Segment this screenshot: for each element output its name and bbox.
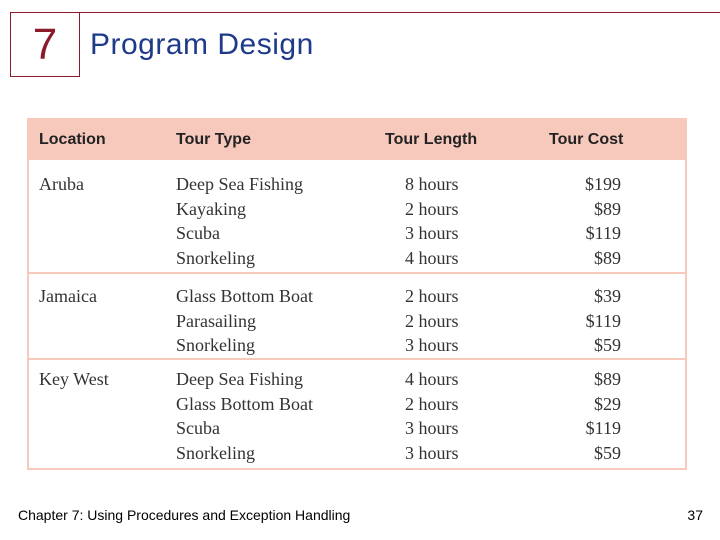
tour-type-cell: Scuba — [176, 418, 220, 438]
tour-length-cell: 2 hours — [405, 286, 459, 306]
header-tour-type: Tour Type — [176, 131, 251, 148]
tour-type-cell: Snorkeling — [176, 335, 255, 355]
tour-cost-cell: $39 — [594, 286, 621, 306]
tour-length-cell: 8 hours — [405, 174, 459, 194]
tour-length-cell: 3 hours — [405, 418, 459, 438]
tour-cost-cell: $89 — [594, 369, 621, 389]
table-row — [29, 172, 685, 197]
header-tour-cost: Tour Cost — [549, 131, 624, 148]
tour-cost-cell: $119 — [585, 223, 621, 243]
location-cell: Key West — [39, 369, 109, 389]
chapter-number-box: 7 — [10, 12, 80, 77]
header-location: Location — [39, 131, 106, 148]
tour-cost-cell: $199 — [585, 174, 621, 194]
group-jamaica — [29, 274, 685, 360]
tour-cost-cell: $59 — [594, 442, 621, 463]
tour-type-cell: Glass Bottom Boat — [176, 393, 314, 414]
slide-title: Program Design — [90, 28, 314, 61]
tour-length-cell: 3 hours — [405, 223, 459, 243]
top-divider — [80, 12, 720, 13]
tour-type-cell: Scuba — [176, 223, 220, 243]
tour-type-cell: Snorkeling — [176, 247, 255, 268]
table-row — [29, 309, 685, 334]
table-header — [29, 120, 685, 160]
tour-type-cell: Deep Sea Fishing — [176, 369, 303, 389]
table-row — [29, 367, 685, 392]
tour-length-cell: 3 hours — [405, 335, 459, 355]
tour-cost-cell: $29 — [594, 393, 621, 414]
tour-length-cell: 3 hours — [405, 442, 459, 463]
location-cell: Aruba — [39, 174, 84, 194]
tour-length-cell: 2 hours — [405, 198, 459, 219]
table-row — [29, 392, 685, 417]
tour-cost-cell: $119 — [585, 418, 621, 438]
tour-type-cell: Snorkeling — [176, 442, 255, 463]
group-aruba — [29, 160, 685, 274]
tour-length-cell: 2 hours — [405, 310, 459, 331]
tour-length-cell: 4 hours — [405, 369, 459, 389]
table-row — [29, 197, 685, 222]
group-key-west — [29, 360, 685, 468]
tour-cost-cell: $119 — [585, 310, 621, 331]
header-tour-length: Tour Length — [385, 131, 478, 148]
table-row — [29, 246, 685, 271]
location-cell: Jamaica — [39, 286, 97, 306]
footer-page-number: 37 — [687, 507, 703, 523]
tour-length-cell: 4 hours — [405, 247, 459, 268]
tour-cost-cell: $59 — [594, 335, 621, 355]
tour-length-cell: 2 hours — [405, 393, 459, 414]
table-row — [29, 333, 685, 358]
table-row — [29, 416, 685, 441]
tour-cost-cell: $89 — [594, 247, 621, 268]
tour-type-cell: Glass Bottom Boat — [176, 286, 314, 306]
tour-cost-cell: $89 — [594, 198, 621, 219]
footer-chapter-title: Chapter 7: Using Procedures and Exception Handling — [18, 507, 351, 523]
tour-type-cell: Kayaking — [176, 198, 246, 219]
tour-type-cell: Parasailing — [176, 310, 256, 331]
tour-table — [27, 118, 687, 470]
table-row — [29, 441, 685, 466]
table-row — [29, 284, 685, 309]
tour-type-cell: Deep Sea Fishing — [176, 174, 303, 194]
table-row — [29, 221, 685, 246]
